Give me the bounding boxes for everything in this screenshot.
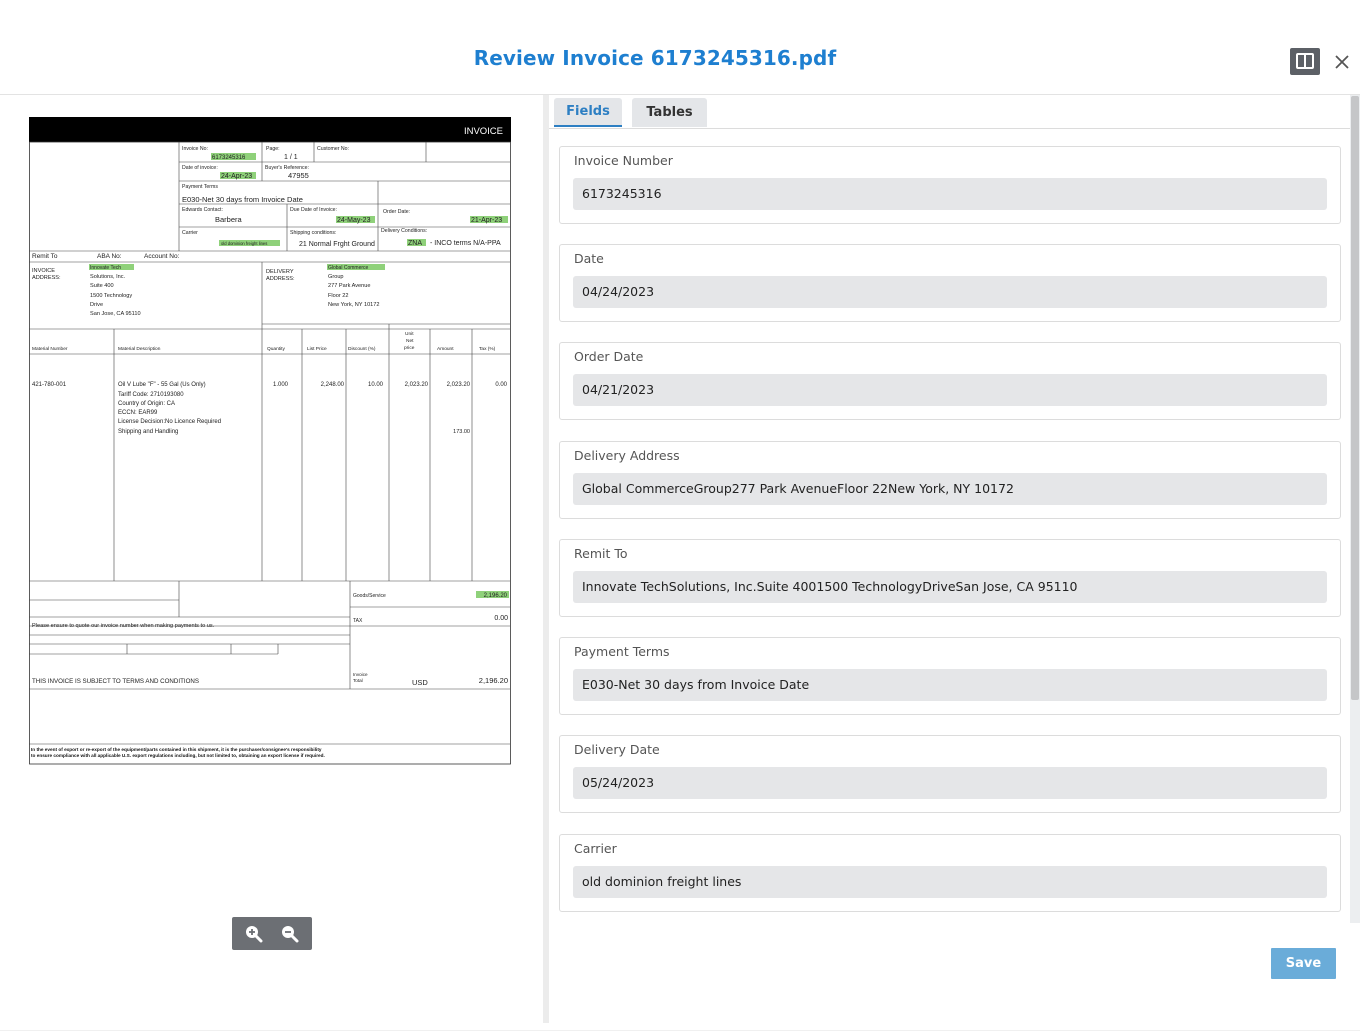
doc-line-material: 421-780-001 bbox=[32, 382, 67, 388]
doc-contact: Barbera bbox=[215, 215, 242, 224]
doc-line-list-price: 2,248.00 bbox=[320, 382, 344, 388]
doc-shipping: 21 Normal Frght Ground bbox=[299, 241, 375, 248]
doc-line-tax: 0.00 bbox=[495, 382, 507, 388]
doc-col-description: Material Description bbox=[118, 347, 161, 352]
doc-invoice-address-3: Suite 400 bbox=[90, 283, 114, 289]
save-button[interactable]: Save bbox=[1271, 948, 1336, 979]
doc-line-desc-2: Tariff Code: 2710193080 bbox=[118, 392, 184, 398]
doc-line-amount: 2,023.20 bbox=[446, 382, 470, 388]
doc-tax-label: TAX bbox=[353, 618, 363, 624]
doc-invoice-total-label-1: Invoice bbox=[353, 672, 368, 677]
doc-line-desc-4: ECCN: EAR99 bbox=[118, 410, 158, 416]
tab-fields-label: Fields bbox=[566, 104, 610, 119]
doc-line-desc-5: License Decision:No Licence Required bbox=[118, 419, 222, 425]
doc-delivery-cond: - INCO terms N/A-PPA bbox=[430, 240, 501, 247]
invoice-number-input[interactable]: 6173245316 bbox=[573, 178, 1327, 210]
doc-line-desc-1: Oil V Lube "F" - 55 Gal (Us Only) bbox=[118, 382, 206, 388]
doc-quote-note: Please ensure to quote our invoice number when making payments to us. bbox=[32, 623, 215, 629]
doc-banner: INVOICE bbox=[463, 126, 503, 137]
fields-list bbox=[549, 129, 1350, 925]
doc-invoice-address-label-2: ADDRESS: bbox=[32, 275, 61, 281]
fields-scrollbar[interactable] bbox=[1350, 95, 1360, 923]
tab-tables[interactable] bbox=[632, 98, 707, 127]
field-payment-terms bbox=[559, 637, 1341, 715]
doc-invoice-total-label-2: Total bbox=[353, 678, 363, 683]
doc-account-label: Account No: bbox=[144, 253, 180, 260]
field-invoice-number bbox=[559, 146, 1341, 224]
delivery-date-input[interactable]: 05/24/2023 bbox=[573, 767, 1327, 799]
doc-col-unit-net-3: price bbox=[404, 346, 415, 351]
field-delivery-address bbox=[559, 441, 1341, 519]
doc-delivery-address-label-1: DELIVERY bbox=[266, 269, 294, 275]
field-label: Remit To bbox=[574, 546, 628, 561]
doc-carrier: old dominion freight lines bbox=[221, 241, 268, 246]
doc-delivery-address-2: Group bbox=[328, 274, 344, 280]
doc-line-desc-3: Country of Origin: CA bbox=[118, 401, 176, 407]
doc-col-amount: Amount bbox=[437, 347, 454, 352]
doc-line-shipping: 173.00 bbox=[453, 429, 470, 435]
doc-col-unit-net-2: Net bbox=[406, 339, 414, 344]
doc-tax-total: 0.00 bbox=[494, 615, 508, 622]
tab-fields[interactable] bbox=[554, 98, 622, 127]
doc-goods-service: 2,196.20 bbox=[483, 593, 507, 599]
field-label: Order Date bbox=[574, 349, 644, 364]
doc-line-discount: 10.00 bbox=[367, 382, 383, 388]
doc-delivery-cond-label: Delivery Conditions: bbox=[381, 228, 428, 234]
invoice-document bbox=[29, 117, 511, 765]
doc-delivery-address-1: Global Commerce bbox=[328, 265, 369, 271]
doc-col-quantity: Quantity bbox=[267, 347, 285, 352]
doc-delivery-address-label-2: ADDRESS: bbox=[266, 276, 295, 282]
field-label: Carrier bbox=[574, 841, 617, 856]
field-order-date bbox=[559, 342, 1341, 420]
doc-line-quantity: 1.000 bbox=[272, 382, 288, 388]
field-label: Invoice Number bbox=[574, 153, 673, 168]
doc-col-list-price: List Price bbox=[307, 347, 327, 352]
doc-order-date-label: Order Date: bbox=[383, 209, 411, 215]
modal-title: Review Invoice 6173245316.pdf bbox=[473, 46, 837, 70]
field-label: Date bbox=[574, 251, 604, 266]
doc-invoice-address-2: Solutions, Inc. bbox=[90, 274, 126, 280]
order-date-input[interactable]: 04/21/2023 bbox=[573, 374, 1327, 406]
delivery-address-input[interactable]: Global CommerceGroup277 Park AvenueFloor 22New York, NY 10172 bbox=[573, 473, 1327, 505]
doc-due-date: 24-May-23 bbox=[337, 217, 371, 224]
date-input[interactable]: 04/24/2023 bbox=[573, 276, 1327, 308]
scrollbar-thumb[interactable] bbox=[1351, 96, 1359, 700]
field-label: Delivery Date bbox=[574, 742, 660, 757]
doc-col-tax: Tax (%) bbox=[479, 347, 496, 352]
doc-invoice-address-5: Drive bbox=[90, 302, 104, 308]
doc-goods-service-label: Goods/Service bbox=[353, 593, 386, 599]
doc-carrier-label: Carrier bbox=[182, 230, 198, 236]
doc-export-note-1: In the event of export or re-export of the equipment/parts contained in this shipment, it is the purchaser/consignee's responsibility bbox=[31, 747, 322, 752]
doc-buyer-ref: 47955 bbox=[288, 171, 309, 180]
zoom-controls bbox=[232, 917, 312, 950]
doc-invoice-no-label: Invoice No: bbox=[182, 146, 208, 152]
doc-date: 24-Apr-23 bbox=[221, 173, 253, 180]
modal-header bbox=[0, 0, 1360, 95]
close-button[interactable] bbox=[1332, 52, 1352, 72]
doc-shipping-label: Shipping conditions: bbox=[290, 230, 337, 236]
zoom-out-button[interactable] bbox=[279, 923, 301, 945]
doc-delivery-address-5: New York, NY 10172 bbox=[328, 302, 380, 308]
split-view-button[interactable] bbox=[1290, 48, 1320, 75]
zoom-in-icon bbox=[243, 923, 265, 945]
field-date bbox=[559, 244, 1341, 322]
doc-invoice-address-6: San Jose, CA 95110 bbox=[90, 311, 141, 317]
divider bbox=[0, 1030, 1360, 1031]
doc-invoice-address-1: Innovate Tech bbox=[90, 265, 122, 271]
doc-terms-note: THIS INVOICE IS SUBJECT TO TERMS AND CONDITIONS bbox=[32, 678, 199, 685]
doc-invoice-total: 2,196.20 bbox=[478, 676, 508, 685]
fields-pane bbox=[549, 95, 1360, 1025]
doc-date-label: Date of invoice: bbox=[182, 165, 218, 171]
doc-aba-label: ABA No: bbox=[97, 253, 122, 260]
doc-line-desc-6: Shipping and Handling bbox=[118, 429, 179, 435]
split-view-icon bbox=[1290, 48, 1320, 75]
close-icon bbox=[1332, 52, 1352, 72]
zoom-out-icon bbox=[279, 923, 301, 945]
doc-export-note-2: to ensure compliance with all applicable U.S. export regulations including, but not limited to, obtaining an export license if required. bbox=[31, 753, 325, 758]
tab-tables-label: Tables bbox=[646, 105, 693, 120]
doc-delivery-address-3: 277 Park Avenue bbox=[328, 283, 371, 289]
field-remit-to bbox=[559, 539, 1341, 617]
doc-delivery-cond-code: ZNA bbox=[408, 240, 422, 247]
doc-buyer-ref-label: Buyer's Reference: bbox=[265, 165, 309, 171]
doc-payment-terms-label: Payment Terms bbox=[182, 184, 218, 190]
doc-contact-label: Edwards Contact: bbox=[182, 207, 223, 213]
doc-col-material-number: Material Number bbox=[32, 347, 68, 352]
doc-col-discount: Discount (%) bbox=[348, 347, 376, 352]
field-label: Delivery Address bbox=[574, 448, 680, 463]
field-delivery-date bbox=[559, 735, 1341, 813]
doc-invoice-address-4: 1500 Technology bbox=[90, 293, 133, 299]
doc-due-date-label: Due Date of Invoice: bbox=[290, 207, 338, 213]
doc-col-unit-net-1: Unit bbox=[405, 332, 414, 337]
payment-terms-input[interactable]: E030-Net 30 days from Invoice Date bbox=[573, 669, 1327, 701]
field-carrier bbox=[559, 834, 1341, 912]
doc-line-unit-net: 2,023.20 bbox=[404, 382, 428, 388]
doc-delivery-address-4: Floor 22 bbox=[328, 293, 349, 299]
doc-currency: USD bbox=[412, 678, 428, 687]
doc-invoice-address-label-1: INVOICE bbox=[32, 268, 56, 274]
remit-to-input[interactable]: Innovate TechSolutions, Inc.Suite 4001500 TechnologyDriveSan Jose, CA 95110 bbox=[573, 571, 1327, 603]
tab-bar bbox=[549, 95, 1350, 129]
field-label: Payment Terms bbox=[574, 644, 670, 659]
doc-customer-no-label: Customer No: bbox=[317, 146, 349, 152]
doc-invoice-no: 6173245316 bbox=[212, 155, 246, 161]
doc-order-date: 21-Apr-23 bbox=[471, 217, 503, 224]
carrier-input[interactable]: old dominion freight lines bbox=[573, 866, 1327, 898]
doc-remit-to-label: Remit To bbox=[32, 253, 58, 260]
doc-payment-terms: E030-Net 30 days from Invoice Date bbox=[182, 195, 303, 204]
zoom-in-button[interactable] bbox=[243, 923, 265, 945]
doc-page-label: Page: bbox=[266, 146, 280, 152]
doc-page: 1 / 1 bbox=[284, 154, 298, 161]
